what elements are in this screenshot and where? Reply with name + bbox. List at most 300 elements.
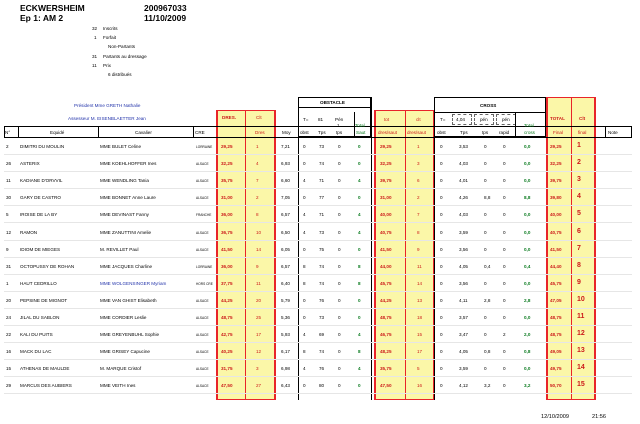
cell-tot: 31,00 [380, 195, 392, 201]
cell-obst: 8 [303, 280, 306, 286]
cell-crapid: 0 [503, 297, 506, 303]
cell-clt-ds: 14 [417, 280, 423, 286]
cell-crapid: 0 [503, 246, 506, 252]
cell-total-saut: 0 [358, 246, 361, 252]
cell-tot: 46,75 [380, 332, 392, 338]
cell-clt-final: 14 [577, 364, 585, 372]
stat-label: Forfait [103, 35, 117, 41]
cell-equide: JILAL DU SABLON [20, 315, 60, 320]
cell-cobst: 0 [440, 297, 443, 303]
cell-cre: ALSACE [196, 298, 209, 303]
cell-cavalier: MME VAN GHIST Elisabeth [100, 297, 157, 303]
cell-cre: ALSACE [196, 179, 209, 184]
cell-total-final: 41,50 [550, 246, 562, 252]
cell-cavalier: M. REVILLET Paul [100, 246, 139, 252]
cell-cobst: 0 [440, 315, 443, 320]
cell-tot: 41,50 [380, 246, 392, 252]
stat-label: Partants au dressage [103, 53, 147, 59]
stat-count: 11 [92, 62, 97, 68]
cell-obst: 0 [303, 161, 306, 167]
cell-clt-final: 8 [577, 261, 581, 269]
cell-tps2: 0 [338, 297, 341, 303]
cell-clt: 20 [256, 297, 262, 303]
cell-obst: 8 [303, 349, 306, 355]
cell-clt-ds: 8 [417, 229, 420, 235]
cell-moy: 6,50 [281, 229, 290, 235]
cell-clt: 25 [256, 315, 262, 320]
cell-n: 11 [6, 178, 11, 184]
cell-clt-final: 2 [577, 159, 581, 167]
cell-cre: ALSACE [196, 367, 209, 372]
cell-n: 20 [6, 297, 12, 303]
cell-ctps2: 0 [484, 246, 487, 252]
cell-total-cross: 0,0 [524, 246, 531, 252]
cell-tps2: 0 [338, 280, 341, 286]
cell-tps2: 0 [338, 144, 341, 149]
cell-cre: ALSACE [196, 162, 209, 167]
cell-equide: KALI DU PUITS [20, 332, 53, 338]
cell-clt-ds: 2 [417, 195, 420, 201]
cell-cre: ALSACE [196, 230, 209, 235]
cell-ctps: 4,12 [459, 383, 468, 389]
cell-total-cross: 3,2 [524, 383, 531, 389]
cell-total-cross: 0,0 [524, 315, 531, 320]
cell-clt-ds: 16 [417, 383, 423, 389]
cell-total-saut: 0 [358, 383, 361, 389]
cell-cavalier: MME GRISEY Capucine [100, 349, 150, 355]
cell-tot: 45,75 [380, 280, 392, 286]
cell-n: 12 [6, 229, 12, 235]
cell-cavalier: MME CORDIER Leslie [100, 315, 147, 320]
cell-clt: 14 [256, 246, 262, 252]
cell-ctps2: 0 [484, 144, 487, 149]
cell-clt-ds: 6 [417, 178, 420, 184]
cell-dres: 35,75 [221, 178, 233, 184]
cell-cobst: 0 [440, 366, 443, 372]
stat-label: Prix [103, 62, 111, 68]
cell-ctps: 3,47 [459, 332, 468, 338]
cell-n: 22 [6, 332, 12, 338]
cell-clt: 17 [256, 332, 262, 338]
cell-total-saut: 4 [358, 178, 361, 184]
cell-moy: 6,57 [281, 263, 290, 269]
cell-cre: ALSACE [196, 384, 209, 389]
cell-clt: 2 [256, 195, 259, 201]
cell-cobst: 0 [440, 161, 443, 167]
cell-total-final: 39,75 [550, 178, 562, 184]
cell-n: 1 [6, 280, 9, 286]
cell-obst: 4 [303, 212, 306, 218]
cell-total-saut: 0 [358, 315, 361, 320]
obstacle-title: OBSTACLE [320, 100, 345, 105]
cell-total-final: 39,80 [550, 195, 562, 201]
event-code: 200967033 [144, 3, 187, 13]
cell-equide: HAUT CEDRILLO [20, 280, 57, 286]
cell-total-final: 48,75 [550, 315, 562, 320]
cell-moy: 6,43 [281, 383, 290, 389]
cell-obst: 4 [303, 366, 306, 372]
cell-clt-ds: 7 [417, 212, 420, 218]
cell-cobst: 0 [440, 383, 443, 389]
cell-ctps2: 2,8 [484, 297, 491, 303]
cell-total-cross: 0,0 [524, 366, 531, 372]
cell-obst: 0 [303, 383, 306, 389]
cell-equide: PEPSINE DE MIGNOT [20, 297, 68, 303]
cell-tps2: 0 [338, 178, 341, 184]
cell-obst: 0 [303, 315, 306, 320]
cell-total-final: 40,75 [550, 229, 562, 235]
cell-equide: IDIOM DE MIEGES [20, 246, 61, 252]
cell-total-saut: 8 [358, 263, 361, 269]
cell-obst: 4 [303, 229, 306, 235]
cell-total-saut: 8 [358, 280, 361, 286]
cell-tps: 73 [319, 229, 325, 235]
cell-tot: 32,25 [380, 161, 392, 167]
cell-clt: 10 [256, 229, 262, 235]
cell-ctps: 3,59 [459, 366, 468, 372]
cell-total-cross: 0,0 [524, 161, 531, 167]
cell-ctps2: 0 [484, 178, 487, 184]
cell-clt-final: 12 [577, 330, 585, 338]
cell-tps: 74 [319, 161, 325, 167]
cell-equide: DIMITRI DU MOULIN [20, 144, 65, 149]
cell-equide: RAMON [20, 229, 38, 235]
cell-tps2: 0 [338, 263, 341, 269]
cell-clt-final: 9 [577, 278, 581, 286]
cell-dres: 41,50 [221, 246, 233, 252]
cell-ctps: 3,53 [459, 144, 468, 149]
cell-equide: ASTERIX [20, 161, 40, 167]
cell-total-final: 48,75 [550, 332, 562, 338]
cell-cobst: 0 [440, 144, 443, 149]
cell-crapid: 0 [503, 349, 506, 355]
cell-cre: ALSACE [196, 333, 209, 338]
cell-obst: 4 [303, 178, 306, 184]
cell-total-final: 29,25 [550, 144, 562, 149]
cell-moy: 6,05 [281, 246, 290, 252]
cell-n: 5 [6, 212, 9, 218]
cell-ctps: 3,57 [459, 315, 468, 320]
cell-total-final: 49,75 [550, 366, 562, 372]
cell-total-cross: 0,0 [524, 280, 531, 286]
cell-total-final: 49,05 [550, 349, 562, 355]
event-title: ECKWERSHEIM [20, 3, 85, 13]
cell-cavalier: MME ZANUTTINI Amelie [100, 229, 152, 235]
cell-ctps2: 0 [484, 212, 487, 218]
cell-tot: 47,50 [380, 383, 392, 389]
cell-moy: 6,93 [281, 161, 290, 167]
cell-equide: KADIANE D'ORVVIL [20, 178, 63, 184]
cell-crapid: 2 [503, 332, 506, 338]
cell-cre: HORS CRE [196, 281, 213, 286]
cell-tot: 48,75 [380, 315, 392, 320]
cell-moy: 5,79 [281, 297, 290, 303]
cell-moy: 7,21 [281, 144, 290, 149]
cell-tps: 71 [319, 178, 325, 184]
cell-cobst: 0 [440, 212, 443, 218]
cell-n: 26 [6, 161, 12, 167]
cell-ctps: 3,56 [459, 246, 468, 252]
cell-tps: 74 [319, 349, 325, 355]
cell-tps2: 0 [338, 315, 341, 320]
cell-dres: 48,75 [221, 315, 233, 320]
cell-cre: LORRAINE [196, 264, 213, 269]
cell-total-cross: 8,8 [524, 195, 531, 201]
cell-cavalier: MME DEVINAST Fanny [100, 212, 149, 218]
stat-label: Non-Partants [108, 44, 136, 50]
cell-clt: 7 [256, 178, 259, 184]
epreuve-label: Ep 1: AM 2 [20, 13, 64, 23]
cell-cavalier: MME BONNET Anne Laure [100, 195, 156, 201]
cell-tps: 75 [319, 246, 325, 252]
cell-n: 2 [6, 144, 9, 149]
cell-tps2: 0 [338, 366, 341, 372]
cell-ctps2: 0 [484, 366, 487, 372]
cell-tps: 74 [319, 263, 325, 269]
stat-count: 1 [94, 35, 97, 41]
cell-equide: OCTOPUSSY DE ROHAN [20, 263, 75, 269]
cell-n: 30 [6, 195, 12, 201]
event-date: 11/10/2009 [144, 13, 187, 23]
cell-ctps2: 0,8 [484, 349, 491, 355]
cell-crapid: 0 [503, 280, 506, 286]
cell-clt: 1 [256, 144, 259, 149]
cell-clt: 11 [256, 280, 261, 286]
cell-tps2: 0 [338, 349, 341, 355]
cell-ctps: 4,26 [459, 195, 468, 201]
cell-cavalier: MME WOLGENSINGER Myriam [100, 280, 167, 286]
cell-moy: 6,60 [281, 178, 290, 184]
cell-total-cross: 0,0 [524, 212, 531, 218]
cell-crapid: 0 [503, 212, 506, 218]
cell-n: 31 [6, 263, 12, 269]
cell-ctps2: 8,8 [484, 195, 491, 201]
cell-equide: ATHENAS DE MAULDE [20, 366, 70, 372]
stat-label: Inscrits [103, 26, 118, 31]
cell-obst: 0 [303, 246, 306, 252]
cell-clt-ds: 17 [417, 349, 423, 355]
cell-cre: FRANCHE [196, 213, 212, 218]
cell-ctps2: 0 [484, 229, 487, 235]
cell-dres: 44,25 [221, 297, 233, 303]
cell-tps2: 0 [338, 195, 341, 201]
cell-equide: MARCUS DES AUBIERS [20, 383, 72, 389]
cell-cavalier: MME KOEHLHOFFER Ines [100, 161, 157, 167]
cell-total-saut: 0 [358, 195, 361, 201]
cell-tps2: 0 [338, 212, 341, 218]
cell-total-final: 32,25 [550, 161, 562, 167]
cell-tps: 71 [319, 212, 325, 218]
cell-tot: 48,25 [380, 349, 392, 355]
cell-crapid: 0 [503, 144, 506, 149]
cell-cobst: 0 [440, 178, 443, 184]
cell-total-saut: 4 [358, 212, 361, 218]
cell-dres: 31,00 [221, 195, 233, 201]
cell-clt-ds: 13 [417, 297, 423, 303]
cell-cavalier: MME VEITH Ines [100, 383, 136, 389]
cell-cre: ALSACE [196, 196, 209, 201]
cell-clt: 9 [256, 263, 259, 269]
cell-moy: 6,17 [281, 349, 290, 355]
cell-total-cross: 0,4 [524, 263, 531, 269]
cell-clt-ds: 3 [417, 161, 420, 167]
cell-clt-ds: 5 [417, 366, 420, 372]
cell-ctps: 4,05 [459, 263, 468, 269]
cell-obst: 4 [303, 332, 306, 338]
cell-dres: 31,75 [221, 366, 233, 372]
cell-tps: 69 [319, 332, 325, 338]
cell-clt-ds: 18 [417, 315, 423, 320]
cell-tps2: 0 [338, 332, 341, 338]
cell-tps2: 0 [338, 161, 341, 167]
cell-tps: 77 [319, 195, 325, 201]
cell-dres: 32,25 [221, 161, 233, 167]
cell-tot: 39,75 [380, 178, 392, 184]
cell-clt-final: 7 [577, 244, 581, 252]
cell-dres: 37,75 [221, 280, 233, 286]
cell-total-cross: 0,0 [524, 178, 531, 184]
cell-tps: 73 [319, 144, 325, 149]
cell-clt-final: 15 [577, 381, 585, 389]
cell-obst: 0 [303, 297, 306, 303]
cell-equide: IROISE DE LA BY [20, 212, 58, 218]
cell-total-cross: 2,8 [524, 297, 531, 303]
cell-total-saut: 0 [358, 297, 361, 303]
cell-ctps2: 0 [484, 280, 487, 286]
cell-crapid: 0 [503, 366, 506, 372]
cell-total-final: 40,00 [550, 212, 562, 218]
cell-total-saut: 4 [358, 366, 361, 372]
cell-tot: 35,75 [380, 366, 392, 372]
cell-dres: 29,25 [221, 144, 233, 149]
cell-obst: 8 [303, 263, 306, 269]
cell-cobst: 0 [440, 280, 443, 286]
cell-dres: 47,50 [221, 383, 233, 389]
cell-cavalier: MME GREYENBUHL Sophie [100, 332, 160, 338]
cell-clt-ds: 9 [417, 246, 420, 252]
cell-ctps: 4,11 [459, 297, 468, 303]
cell-clt-final: 6 [577, 227, 581, 235]
cell-clt-final: 13 [577, 347, 585, 355]
cell-dres: 36,00 [221, 263, 233, 269]
footer-date: 12/10/2009 [541, 414, 569, 420]
cell-tps2: 0 [338, 383, 341, 389]
cell-total-saut: 4 [358, 229, 361, 235]
cell-total-saut: 8 [358, 349, 361, 355]
cell-tps: 80 [319, 383, 325, 389]
cell-cobst: 0 [440, 195, 443, 201]
cell-tps: 74 [319, 280, 325, 286]
cell-total-cross: 2,0 [524, 332, 531, 338]
cell-cre: ALSACE [196, 350, 209, 355]
cell-crapid: 0 [503, 263, 506, 269]
cell-dres: 36,00 [221, 212, 233, 218]
cell-tps: 76 [319, 366, 325, 372]
cell-tot: 44,25 [380, 297, 392, 303]
stat-count: 32 [92, 26, 98, 31]
cell-dres: 42,75 [221, 332, 233, 338]
cell-moy: 5,36 [281, 315, 290, 320]
cell-dres: 40,25 [221, 349, 233, 355]
cell-clt-final: 10 [577, 295, 585, 303]
cell-equide: MACK DU LAC [20, 349, 52, 355]
cell-moy: 6,40 [281, 280, 290, 286]
cell-clt-ds: 1 [417, 144, 420, 149]
cell-total-saut: 0 [358, 144, 361, 149]
cell-clt: 8 [256, 212, 259, 218]
president-label: Président Mme GRETH Nathalie [74, 103, 141, 108]
assesseur-label: Assesseur M. EISENBLAETTER Jean [68, 116, 146, 121]
cell-n: 9 [6, 246, 9, 252]
cell-n: 24 [6, 315, 12, 320]
cell-clt-final: 1 [577, 142, 581, 149]
cell-clt-final: 3 [577, 176, 581, 184]
cell-total-final: 44,40 [550, 263, 562, 269]
cell-ctps2: 0 [484, 315, 487, 320]
cell-cavalier: MME JACQUES Charline [100, 263, 153, 269]
cell-clt-ds: 15 [417, 332, 423, 338]
cell-tot: 29,25 [380, 144, 392, 149]
cell-tot: 40,00 [380, 212, 392, 218]
cell-ctps: 4,03 [459, 161, 468, 167]
cell-crapid: 0 [503, 383, 506, 389]
cell-cavalier: M. MARQUE Cristof [100, 366, 142, 372]
cell-crapid: 0 [503, 161, 506, 167]
cell-total-saut: 4 [358, 332, 361, 338]
cell-ctps: 3,56 [459, 280, 468, 286]
cell-cavalier: MME WENDLING Tania [100, 178, 149, 184]
stat-count: 31 [92, 53, 98, 59]
cell-n: 16 [6, 349, 12, 355]
cell-crapid: 0 [503, 195, 506, 201]
cell-cobst: 0 [440, 263, 443, 269]
cell-equide: GARY DE CASTRO [20, 195, 61, 201]
cell-dres: 36,75 [221, 229, 233, 235]
stat-label: 6 distribués [108, 72, 132, 77]
cell-cobst: 0 [440, 246, 443, 252]
cell-ctps2: 0 [484, 161, 487, 167]
cell-ctps2: 0 [484, 332, 487, 338]
cell-total-cross: 0,0 [524, 144, 531, 149]
cell-clt-final: 11 [577, 313, 585, 320]
cell-cobst: 0 [440, 349, 443, 355]
cell-cre: ALSACE [196, 247, 209, 252]
cross-title: CROSS [480, 103, 497, 108]
cell-tot: 40,75 [380, 229, 392, 235]
cell-total-cross: 0,0 [524, 229, 531, 235]
cell-cre: LORRAINE [196, 145, 213, 149]
cell-tot: 44,00 [380, 263, 392, 269]
cell-total-cross: 0,8 [524, 349, 531, 355]
cell-clt: 4 [256, 161, 259, 167]
cell-n: 15 [6, 366, 12, 372]
cell-total-final: 47,05 [550, 297, 562, 303]
cell-total-saut: 0 [358, 161, 361, 167]
cell-total-final: 45,75 [550, 280, 562, 286]
cell-moy: 5,93 [281, 332, 290, 338]
cell-cre: ALSACE [196, 316, 209, 320]
cell-tps2: 0 [338, 229, 341, 235]
cell-clt-final: 4 [577, 193, 581, 201]
cell-n: 29 [6, 383, 12, 389]
cell-clt: 27 [256, 383, 262, 389]
cell-tps2: 0 [338, 246, 341, 252]
cell-tps: 76 [319, 297, 325, 303]
cell-obst: 0 [303, 144, 306, 149]
cell-ctps: 4,05 [459, 349, 468, 355]
cell-moy: 6,57 [281, 212, 290, 218]
cell-ctps2: 3,2 [484, 383, 491, 389]
